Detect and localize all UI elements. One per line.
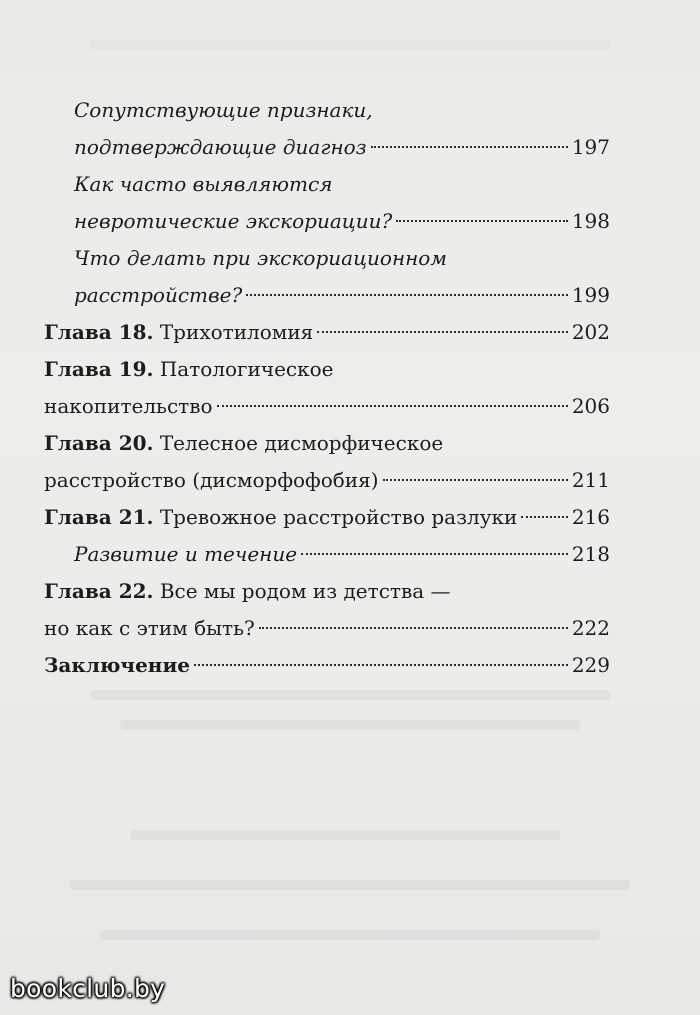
- dot-leader: [301, 552, 568, 555]
- toc-entry: [44, 203, 610, 240]
- page-number: 218: [571, 542, 610, 566]
- toc-chapter: [44, 610, 610, 647]
- toc-entry-title: Что делать при экскориационном: [74, 246, 447, 270]
- toc-chapter: [44, 314, 610, 351]
- page-number: 199: [571, 283, 610, 307]
- chapter-label: Глава 18.: [44, 320, 154, 344]
- chapter-title: Все мы родом из детства —: [159, 579, 451, 603]
- toc-entry-title: невротические экскориации?: [74, 209, 393, 233]
- chapter-label: Глава 19.: [44, 357, 154, 381]
- toc-entry-title: расстройстве?: [74, 283, 243, 307]
- dot-leader: [371, 145, 568, 148]
- toc-chapter-line: [44, 425, 610, 462]
- chapter-title: Патологическое: [159, 357, 334, 381]
- toc-chapter: [44, 388, 610, 425]
- toc-entry-title: Развитие и течение: [74, 542, 298, 566]
- conclusion-title: Заключение: [44, 653, 190, 677]
- toc-entry-title: Сопутствующие признаки,: [74, 98, 373, 122]
- show-through-text: [70, 880, 630, 890]
- chapter-title: Трихотиломия: [159, 320, 314, 344]
- show-through-text: [100, 930, 600, 940]
- toc-chapter: [44, 462, 610, 499]
- toc-chapter-line: [44, 351, 610, 388]
- chapter-title: Тревожное расстройство разлуки: [159, 505, 518, 529]
- watermark-text: bookclub.by: [10, 974, 166, 1003]
- dot-leader: [194, 663, 568, 666]
- chapter-title: накопительство: [44, 394, 213, 418]
- toc-chapter-title: [44, 314, 313, 351]
- toc-chapter-title: [44, 499, 517, 536]
- toc-entry: [44, 277, 610, 314]
- dot-leader: [521, 515, 567, 518]
- page-number: 206: [571, 394, 610, 418]
- toc-entry-line: [44, 92, 610, 129]
- table-of-contents: [44, 92, 610, 684]
- toc-entry-title: Как часто выявляются: [74, 172, 333, 196]
- dot-leader: [246, 293, 568, 296]
- toc-entry-line: [44, 166, 610, 203]
- toc-entry: [44, 536, 610, 573]
- show-through-text: [90, 40, 610, 50]
- toc-chapter: [44, 499, 610, 536]
- dot-leader: [317, 330, 568, 333]
- page-number: 198: [571, 209, 610, 233]
- page-number: 211: [571, 468, 610, 492]
- chapter-title: расстройство (дисморфофобия): [44, 468, 379, 492]
- chapter-label: Глава 20.: [44, 431, 154, 455]
- toc-entry-title: подтверждающие диагноз: [74, 135, 367, 159]
- toc-chapter-line: [44, 573, 610, 610]
- chapter-label: Глава 21.: [44, 505, 154, 529]
- show-through-text: [90, 690, 610, 700]
- toc-conclusion: [44, 647, 610, 684]
- toc-entry-line: [44, 240, 610, 277]
- dot-leader: [383, 478, 568, 481]
- show-through-text: [130, 830, 560, 840]
- page-number: 197: [571, 135, 610, 159]
- dot-leader: [259, 626, 568, 629]
- chapter-label: Глава 22.: [44, 579, 154, 603]
- chapter-title: но как с этим быть?: [44, 616, 255, 640]
- page-number: 229: [571, 653, 610, 677]
- page-number: 216: [571, 505, 610, 529]
- chapter-title: Телесное дисморфическое: [159, 431, 444, 455]
- page-number: 202: [571, 320, 610, 344]
- show-through-text: [120, 720, 580, 730]
- toc-entry: [44, 129, 610, 166]
- page-number: 222: [571, 616, 610, 640]
- dot-leader: [217, 404, 568, 407]
- dot-leader: [396, 219, 568, 222]
